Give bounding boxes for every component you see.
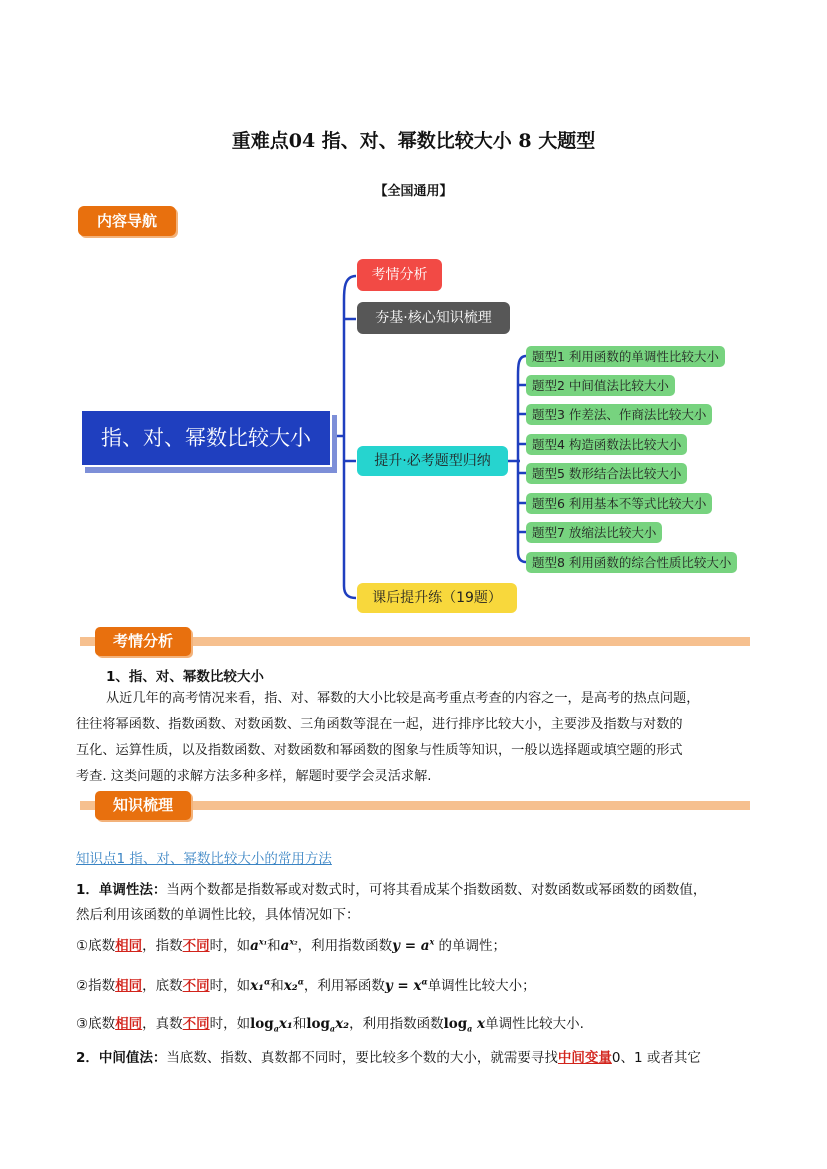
case-3-a: ③底数 (76, 1016, 116, 1032)
method-2-highlight: 中间变量 (557, 1050, 612, 1066)
method-2-tail: 0、1 或者其它 (611, 1050, 701, 1066)
case-3-f: ，利用指数函数 (349, 1016, 444, 1032)
case-2-exp-1: α (264, 976, 271, 987)
case-3-e: 时，如 (209, 1016, 251, 1032)
case-2-exp-2: α (297, 976, 304, 987)
section-heading: 1、指、对、幂数比较大小 (106, 669, 264, 685)
leaf-type-8: 题型8 利用函数的综合性质比较大小 (526, 552, 737, 573)
case-3-base-1: a (273, 1023, 279, 1034)
method-1-text: 当两个数都是指数幂或对数式时，可将其看成某个指数函数、对数函数或幂函数的函数值， (166, 882, 707, 898)
case-2-and: 和 (270, 978, 284, 994)
case-1-exp-2: x₂ (289, 936, 298, 947)
case-1-base-1: a (250, 938, 259, 954)
case-3-log-2: log (306, 1016, 330, 1032)
nav-badge: 内容导航 (78, 206, 176, 236)
case-2 (76, 974, 536, 994)
page-title: 重难点04 指、对、幂数比较大小 8 大题型 (231, 130, 596, 152)
analysis-line-4: 考查. 这类问题的求解方法多种多样，解题时要学会灵活求解. (76, 769, 432, 784)
case-1-and: 和 (267, 938, 281, 954)
method-1-line-1 (76, 878, 706, 898)
case-2-same: 相同 (115, 978, 143, 994)
case-1-a: ①底数 (76, 938, 116, 954)
node-practice: 课后提升练（19题） (357, 583, 517, 613)
leaf-type-4: 题型4 构造函数法比较大小 (526, 434, 687, 455)
case-2-e: 时，如 (209, 978, 251, 994)
leaf-type-1: 题型1 利用函数的单调性比较大小 (526, 346, 725, 367)
leaf-type-3: 题型3 作差法、作商法比较大小 (526, 404, 712, 425)
method-2-label: 2．中间值法： (76, 1050, 167, 1066)
leaf-type-6: 题型6 利用基本不等式比较大小 (526, 493, 712, 514)
case-2-func-exp: α (421, 976, 428, 987)
node-core-knowledge: 夯基·核心知识梳理 (357, 302, 510, 334)
case-3-and: 和 (292, 1016, 307, 1032)
case-3-base-2: a (329, 1023, 336, 1034)
knowledge-point-title: 知识点1 指、对、幂数比较大小的常用方法 (76, 851, 332, 867)
case-2-c: ，底数 (142, 978, 183, 994)
analysis-line-1: 从近几年的高考情况来看，指、对、幂数的大小比较是高考重点考查的内容之一，是高考的热点问题， (106, 691, 700, 706)
case-3-func-base: a (467, 1023, 473, 1034)
case-3-diff: 不同 (182, 1016, 210, 1032)
case-2-diff: 不同 (182, 978, 210, 994)
leaf-type-2: 题型2 中间值法比较大小 (526, 375, 675, 396)
page-subtitle: 【全国通用】 (374, 184, 453, 199)
case-2-a: ②指数 (76, 978, 116, 994)
leaf-type-7: 题型7 放缩法比较大小 (526, 522, 662, 543)
case-3 (76, 1012, 584, 1034)
case-1-func-exp: x (429, 936, 435, 947)
case-2-f: ，利用幂函数 (303, 978, 385, 994)
case-1-c: ，指数 (142, 938, 183, 954)
case-2-g: 单调性比较大小； (427, 978, 536, 994)
case-3-arg-2: x₂ (335, 1016, 350, 1032)
case-1-g: 的单调性； (434, 938, 507, 954)
case-3-same: 相同 (115, 1016, 143, 1032)
method-2 (76, 1046, 701, 1066)
section-badge-analysis: 考情分析 (95, 627, 191, 656)
method-1-label: 1．单调性法： (76, 882, 167, 898)
case-1 (76, 934, 506, 954)
case-3-func-arg: x (472, 1016, 486, 1032)
mindmap-root: 指、对、幂数比较大小 (80, 409, 332, 467)
case-1-base-2: a (280, 938, 290, 954)
case-3-c: ，真数 (142, 1016, 183, 1032)
case-2-base-2: x₂ (283, 978, 298, 994)
case-1-diff: 不同 (182, 938, 210, 954)
case-1-func: y = a (392, 938, 430, 954)
case-3-log-1: log (250, 1016, 274, 1032)
method-1-text2: 然后利用该函数的单调性比较，具体情况如下： (76, 907, 360, 923)
node-exam-analysis: 考情分析 (357, 259, 442, 291)
node-question-types: 提升·必考题型归纳 (357, 446, 508, 476)
analysis-line-2: 往往将幂函数、指数函数、对数函数、三角函数等混在一起，进行排序比较大小，主要涉及指数与对数的 (76, 717, 683, 732)
leaf-type-5: 题型5 数形结合法比较大小 (526, 463, 687, 484)
analysis-line-3: 互化、运算性质，以及指数函数、对数函数和幂函数的图象与性质等知识，一般以选择题或填空题的形式 (76, 743, 683, 758)
case-1-f: ，利用指数函数 (297, 938, 393, 954)
case-2-base-1: x₁ (250, 978, 265, 994)
method-2-text: 当底数、指数、真数都不同时，要比较多个数的大小，就需要寻找 (166, 1050, 558, 1066)
case-1-same: 相同 (115, 938, 143, 954)
case-2-func: y = x (384, 978, 422, 994)
case-3-g: 单调性比较大小. (485, 1016, 584, 1032)
case-1-e: 时，如 (209, 938, 251, 954)
case-3-func: log (443, 1016, 468, 1032)
case-1-exp-1: x₁ (258, 936, 268, 947)
section-badge-knowledge: 知识梳理 (95, 791, 191, 820)
case-3-arg-1: x₁ (278, 1016, 293, 1032)
